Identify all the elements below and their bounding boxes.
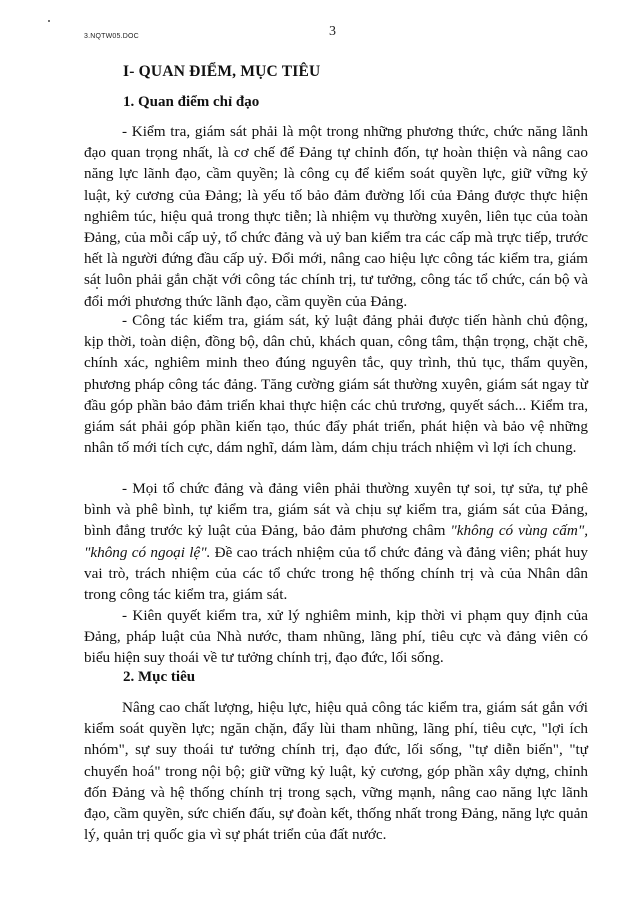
paragraph-text: - Mọi tổ chức đảng và đảng viên phải thường xuyên tự soi, tự sửa, tự phê bình và phê bình, tự kiểm tra, giám sát và chịu sự kiểm tra, giám sát của Đảng, bình đẳng trước kỷ luật của Đảng, bảo đảm phương châm xyxy=(84,480,588,540)
paragraph-guiding-view-1: - Kiểm tra, giám sát phải là một trong những phương thức, chức năng lãnh đạo quan trọng nhất, là cơ chế để Đảng tự chỉnh đốn, tự hoàn thiện và nâng cao năng lực lãnh đạo, cầm quyền; là công cụ để kiểm soát quyền lực, giữ vững kỷ luật, kỷ cương của Đảng; là yếu tố bảo đảm đường lối của Đảng được thực hiện nghiêm túc, hiệu quả trong thực tiễn; là nhiệm vụ thường xuyên, liên tục của toàn Đảng, của mỗi cấp uỷ, tổ chức đảng và uỷ ban kiểm tra các cấp mà trực tiếp, trước hết là người đứng đầu cấp uỷ. Đổi mới, nâng cao hiệu lực công tác kiểm tra, giám sát luôn phải gắn chặt với công tác chính trị, tư tưởng, công tác tổ chức, cán bộ và đổi mới phương thức lãnh đạo, cầm quyền của Đảng. xyxy=(84,123,588,310)
paragraph-guiding-view-4: - Kiên quyết kiểm tra, xử lý nghiêm minh, kịp thời vi phạm quy định của Đảng, pháp luật của Nhà nước, tham nhũng, lãng phí, tiêu cực và đảng viên có biểu hiện suy thoái về tư tưởng chính trị, đạo đức, lối sống. xyxy=(84,607,588,667)
paragraph-italic-text: "không có vùng cấm", "không có ngoại lệ". xyxy=(84,522,589,561)
file-identifier: 3.NQTW05.DOC xyxy=(84,33,139,40)
page-number: 3 xyxy=(329,24,336,39)
subsection-title-guiding-views: 1. Quan điểm chỉ đạo xyxy=(123,94,260,110)
paragraph-text: Đề cao trách nhiệm của tổ chức đảng và đảng viên; phát huy vai trò, trách nhiệm của các tổ chức trong hệ thống chính trị và của Nhân dân trong công tác kiểm tra, giám sát. xyxy=(84,543,588,604)
paragraph-objectives: Nâng cao chất lượng, hiệu lực, hiệu quả công tác kiểm tra, giám sát gắn với kiểm soát quyền lực; ngăn chặn, đẩy lùi tham nhũng, lãng phí, tiêu cực, "lợi ích nhóm", sự suy thoái tư tưởng chính trị, đạo đức, lối sống, "tự diễn biến", "tự chuyển hoá" trong nội bộ; giữ vững kỷ luật, kỷ cương, góp phần xây dựng, chỉnh đốn Đảng và hệ thống chính trị trong sạch, vững mạnh, nâng cao năng lực lãnh đạo, cầm quyền, sức chiến đấu, sự đoàn kết, thống nhất trong Đảng, năng lực quản lý, quản trị quốc gia vì sự phát triển của đất nước. xyxy=(84,699,588,844)
paragraph-guiding-view-3 xyxy=(84,478,588,605)
scan-mark xyxy=(48,20,50,22)
section-title: I- QUAN ĐIỂM, MỤC TIÊU xyxy=(123,63,321,80)
subsection-title-objectives: 2. Mục tiêu xyxy=(123,669,196,685)
paragraph-guiding-view-2: - Công tác kiểm tra, giám sát, kỷ luật đảng phải được tiến hành chủ động, kịp thời, toàn diện, đồng bộ, dân chủ, khách quan, công tâm, thận trọng, chặt chẽ, chính xác, nghiêm minh theo đúng nguyên tắc, quy trình, thủ tục, thẩm quyền, phương pháp công tác đảng. Tăng cường giám sát thường xuyên, giám sát ngay từ đầu góp phần bảo đảm triển khai thực hiện các chủ trương, quyết sách... Kiểm tra, giám sát phải góp phần kiến tạo, thúc đẩy phát triển, phát hiện và bảo vệ những nhân tố mới tích cực, dám nghĩ, dám làm, dám chịu trách nhiệm vì lợi ích chung. xyxy=(84,312,588,457)
